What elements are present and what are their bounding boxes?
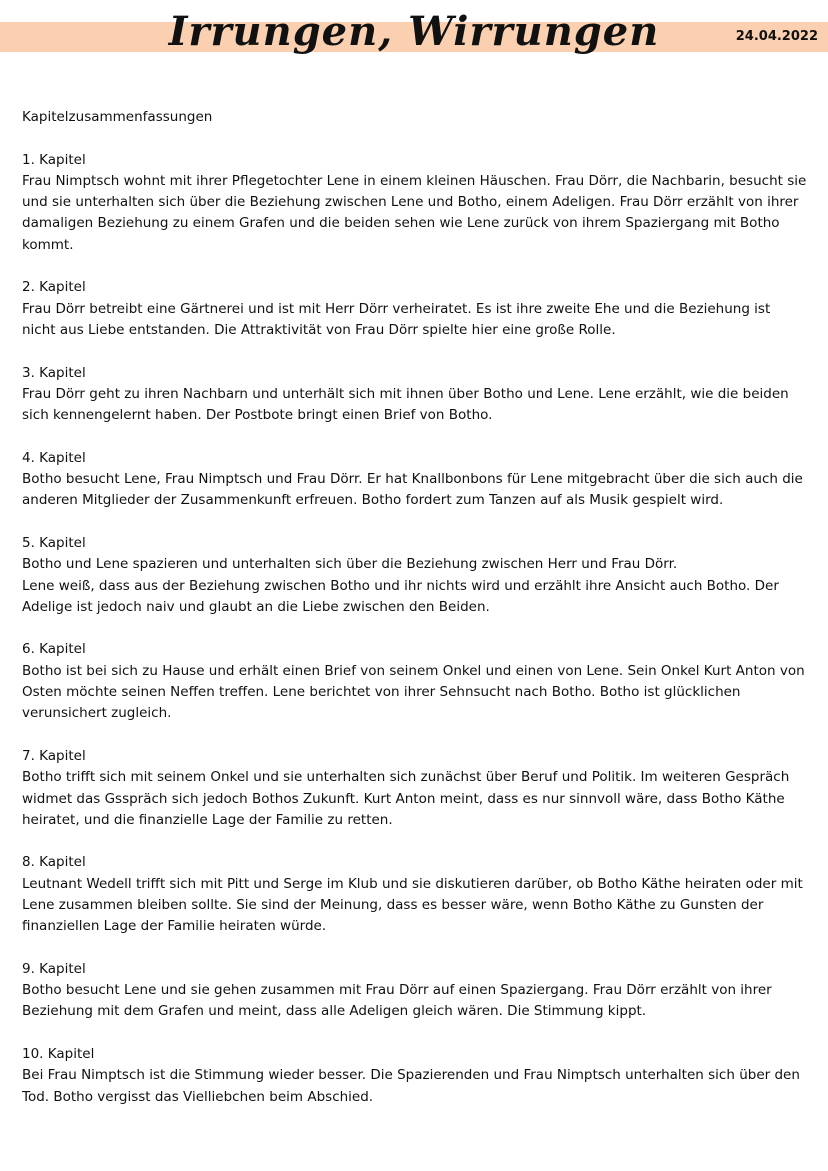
chapter-summary-text: Botho besucht Lene, Frau Nimptsch und Frau Dörr. Er hat Knallbonbons für Lene mitgebracht über die sich auch die anderen Mitglieder der Zusammenkunft erfreuen. Botho fordert zum Tanzen auf als Musik gespielt wird. [22, 471, 803, 509]
chapter-title: 7. Kapitel [22, 747, 86, 764]
chapter-section [22, 639, 808, 724]
chapter-title: 1. Kapitel [22, 151, 86, 168]
chapter-section [22, 852, 808, 937]
chapter-title: 6. Kapitel [22, 641, 86, 658]
header-date: 24.04.2022 [735, 29, 818, 44]
chapter-title: 8. Kapitel [22, 854, 86, 871]
chapter-section [22, 746, 808, 831]
chapter-section [22, 448, 808, 512]
document-body [22, 107, 808, 1129]
chapter-title: 10. Kapitel [22, 1046, 95, 1063]
chapter-section [22, 1044, 808, 1108]
chapter-summary-text: Botho trifft sich mit seinem Onkel und sie unterhalten sich zunächst über Beruf und Politik. Im weiteren Gespräch widmet das Gsspräch sich jedoch Bothos Zukunft. Kurt Anton meint, dass es nur sinnvoll wäre, dass Botho Käthe heiratet, und die finanzielle Lage der Familie zu retten. [22, 769, 790, 828]
chapter-summary-text: Frau Dörr betreibt eine Gärtnerei und ist mit Herr Dörr verheiratet. Es ist ihre zweite Ehe und die Beziehung ist nicht aus Liebe entstanden. Die Attraktivität von Frau Dörr spielte hier eine große Rolle. [22, 300, 771, 338]
document-heading: Kapitelzusammenfassungen [22, 109, 213, 125]
chapter-summary-text: Frau Dörr geht zu ihren Nachbarn und unterhält sich mit ihnen über Botho und Lene. Lene erzählt, wie die beiden sich kennengelernt haben. Der Postbote bringt einen Brief von Botho. [22, 385, 789, 424]
chapter-section [22, 533, 808, 618]
chapter-section [22, 959, 808, 1023]
chapter-summary-text: Frau Nimptsch wohnt mit ihrer Pflegetochter Lene in einem kleinen Häuschen. Frau Dörr, die Nachbarin, besucht sie und sie unterhalten sich über die Beziehung zwischen Lene und Botho, einem Adeligen. Frau Dörr erzählt von ihrer damaligen Beziehung zu einem Grafen und die beiden sehen wie Lene zurück von ihrem Spaziergang mit Botho kommt. [22, 172, 807, 253]
chapter-summary-text: Bei Frau Nimptsch ist die Stimmung wieder besser. Die Spazierenden und Frau Nimptsch unterhalten sich über den Tod. Botho vergisst das Vielliebchen beim Abschied. [22, 1067, 800, 1105]
chapter-summary-text: Leutnant Wedell trifft sich mit Pitt und Serge im Klub und sie diskutieren darüber, ob Botho Käthe heiraten oder mit Lene zusammen bleiben sollte. Sie sind der Meinung, dass es besser wäre, wenn Botho Käthe zu Gunsten der finanziellen Lage der Familie heiraten würde. [22, 875, 803, 935]
chapter-section [22, 150, 808, 256]
chapter-title: 2. Kapitel [22, 279, 86, 296]
chapter-summary-text: Botho besucht Lene und sie gehen zusammen mit Frau Dörr auf einen Spaziergang. Frau Dörr erzählt von ihrer Beziehung mit dem Grafen und meint, dass alle Adeligen gleich wären. Die Stimmung kippt. [22, 982, 772, 1020]
chapter-list [22, 150, 808, 1108]
chapter-title: 9. Kapitel [22, 960, 86, 977]
chapter-section [22, 277, 808, 341]
chapter-title: 5. Kapitel [22, 534, 86, 551]
chapter-section [22, 363, 808, 427]
chapter-title: 4. Kapitel [22, 449, 86, 466]
chapter-summary-text: Lene weiß, dass aus der Beziehung zwischen Botho und ihr nichts wird und erzählt ihre Ansicht auch Botho. Der Adelige ist jedoch naiv und glaubt an die Liebe zwischen den Beiden. [22, 577, 779, 615]
chapter-summary-text: Botho ist bei sich zu Hause und erhält einen Brief von seinem Onkel und einen von Lene. Sein Onkel Kurt Anton von Osten möchte seinen Neffen treffen. Lene berichtet von ihrer Sehnsucht nach Botho. Botho ist glücklichen verunsichert zugleich. [22, 662, 805, 722]
chapter-title: 3. Kapitel [22, 364, 86, 381]
page-title: Irrungen, Wirrungen [168, 8, 660, 55]
chapter-summary-text: Botho und Lene spazieren und unterhalten sich über die Beziehung zwischen Herr und Frau Dörr. [22, 556, 678, 573]
